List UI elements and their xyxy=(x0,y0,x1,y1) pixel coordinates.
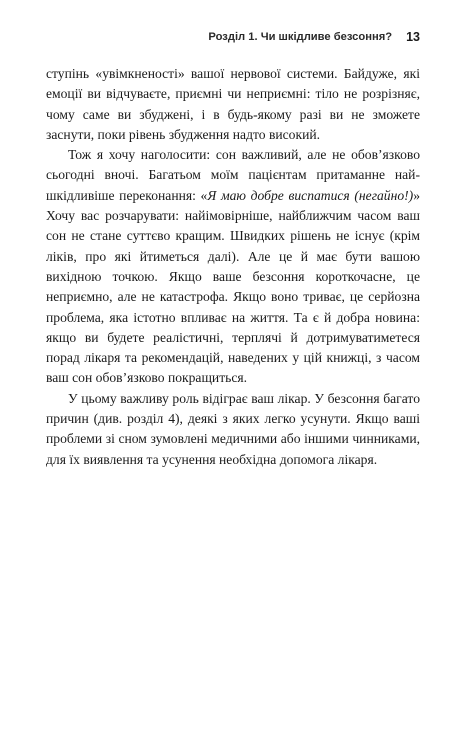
paragraph-2 xyxy=(46,145,420,389)
chapter-title: Розділ 1. Чи шкідливе безсоння? xyxy=(208,31,393,43)
paragraph-2-text-b: » Хочу вас розчарувати: найімовірніше, найближчим часом ваш сон не стане суттєво кращим. Швидких рішень не існує (крім ліків, про які йтиметься далі). Але це й має бути вашою вихідною точкою. Якщо ваше безсоння короткочасне, це неприємно, але не катастрофа. Якщо воно триває, це серйозна проблема, яка істотно впливає на життя. Та є й добра новина: якщо ви будете реалістичні, терплячі й дотримуватиметеся порад лікаря та рекомендацій, наведених у цій книжці, з часом ваш сон обов’язково покращиться. xyxy=(46,187,420,386)
running-header xyxy=(46,26,420,48)
paragraph-1-text: ступінь «увімкненості» вашої нервової системи. Байдуже, які емоції ви відчуваєте, приємні чи неприємні: тіло не розрізняє, чому саме ви збуджені, і в будь-якому разі ви не зможете заснути, поки рівень збудження надто високий. xyxy=(46,66,420,142)
paragraph-3 xyxy=(46,389,420,470)
body-text xyxy=(46,64,420,470)
paragraph-2-text-a: Тож я хочу наголосити: сон важливий, але не обов’язково сьогодні вночі. Багатьом моїм пацієнтам притаманне найшкідливіше переконання: « xyxy=(46,147,420,203)
paragraph-2-quote: Я маю добре виспатися (негайно!) xyxy=(207,187,414,203)
paragraph-1 xyxy=(46,64,420,145)
page-number: 13 xyxy=(406,30,420,44)
paragraph-3-text: У цьому важливу роль відіграє ваш лікар. У безсоння багато причин (див. розділ 4), деякі з яких легко усунути. Якщо ваші проблеми зі сном зумовлені медичними або іншими чинниками, для їх виявлення та усунення необхідна допомога лікаря. xyxy=(46,390,420,467)
